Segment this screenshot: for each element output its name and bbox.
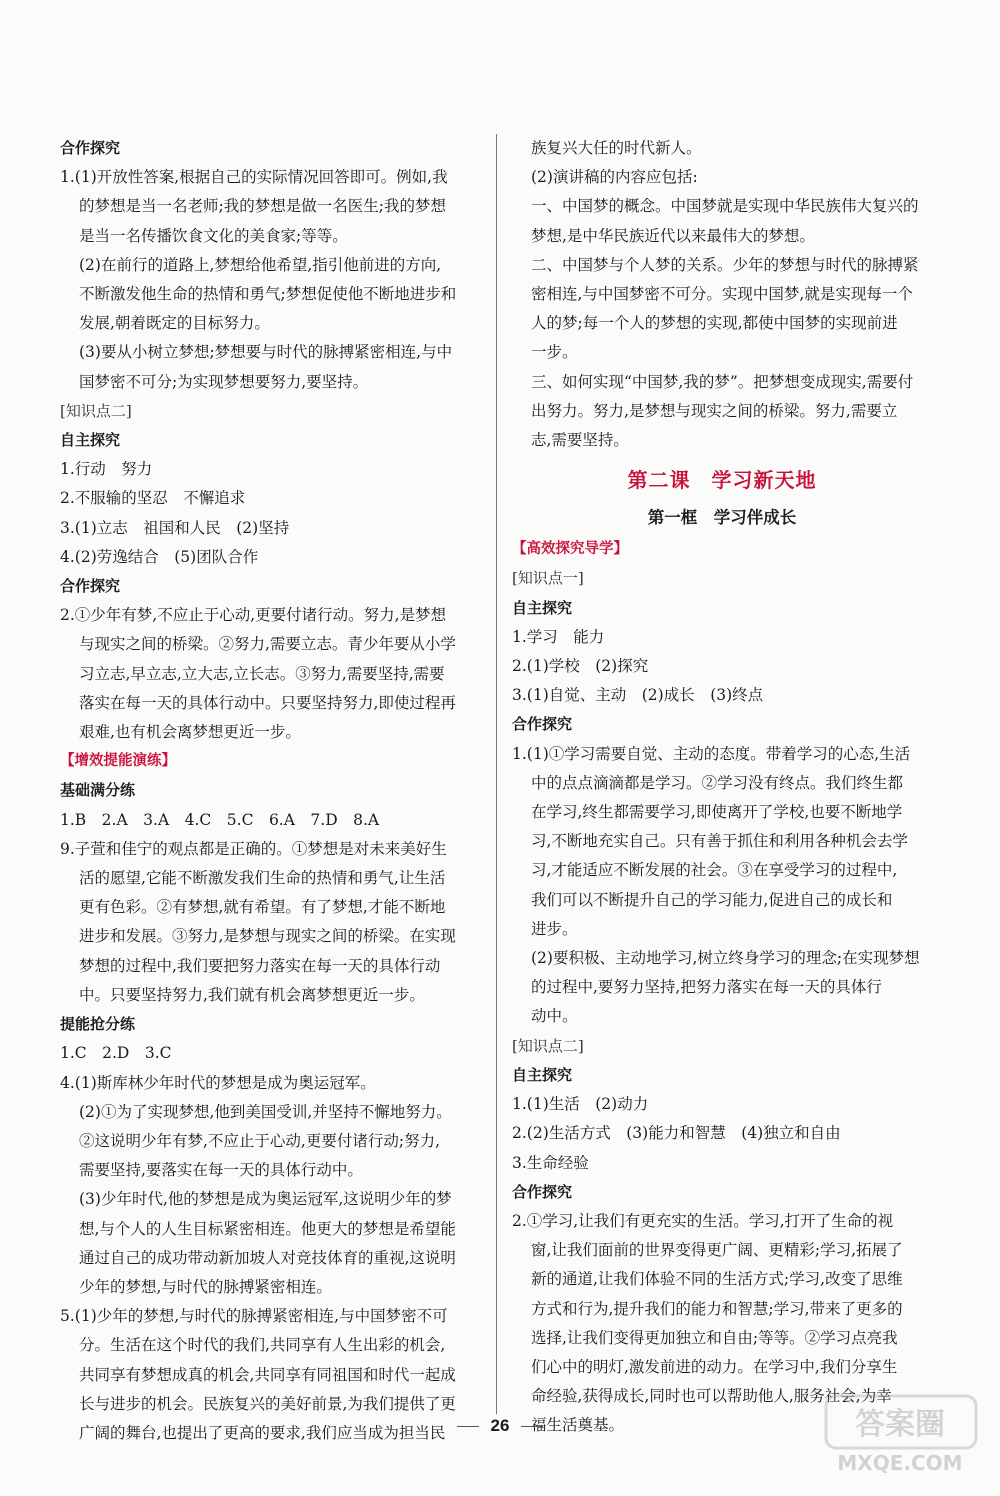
answer-line: 族复兴大任的时代新人。 — [531, 139, 702, 157]
answer-line: 密相连,与中国梦密不可分。实现中国梦,就是实现每一个 — [531, 285, 913, 304]
right-column — [512, 134, 932, 1441]
answer-line: 1.B 2.A 3.A 4.C 5.C 6.A 7.D 8.A — [60, 810, 380, 829]
answer-line: (2)演讲稿的内容应包括: — [531, 168, 698, 187]
answer-line: 三、如何实现“中国梦,我的梦”。把梦想变成现实,需要付 — [531, 372, 914, 391]
answer-line: 1.(1)生活 (2)动力 — [512, 1095, 649, 1114]
section-heading: 基础满分练 — [60, 781, 136, 800]
answer-line: 活的愿望,它能不断激发我们生命的热情和勇气,让生活 — [79, 869, 446, 888]
answer-line: 长与进步的机会。民族复兴的美好前景,为我们提供了更 — [79, 1394, 456, 1413]
section-heading: 合作探究 — [60, 577, 121, 596]
answer-line: 2.不服输的坚忍 不懈追求 — [60, 489, 246, 508]
answer-line: 1.学习 能力 — [512, 627, 605, 646]
page-number-text: 26 — [490, 1416, 510, 1435]
answer-line: 1.行动 努力 — [60, 460, 153, 479]
answer-line: 二、中国梦与个人梦的关系。少年的梦想与时代的脉搏紧 — [531, 255, 919, 274]
answer-line: 中。只要坚持努力,我们就有机会离梦想更近一步。 — [79, 985, 425, 1004]
watermark-logo — [820, 1390, 980, 1480]
answer-line: 4.(1)斯库林少年时代的梦想是成为奥运冠军。 — [60, 1073, 376, 1092]
answer-line: 在学习,终生都需要学习,即使离开了学校,也要不断地学 — [531, 803, 903, 822]
answer-line: (2)①为了实现梦想,他到美国受训,并坚持不懈地努力。 — [79, 1102, 452, 1121]
answer-line: 1.(1)开放性答案,根据自己的实际情况回答即可。例如,我 — [60, 168, 448, 187]
answer-line: 落实在每一天的具体行动中。只要坚持努力,即使过程再 — [79, 693, 456, 712]
answer-line: 4.(2)劳逸结合 (5)团队合作 — [60, 547, 259, 566]
watermark-url: MXQE.COM — [837, 1451, 963, 1475]
answer-line: 人的梦;每一个人的梦想的实现,都使中国梦的实现前进 — [531, 314, 898, 333]
answer-line: 5.(1)少年的梦想,与时代的脉搏紧密相连,与中国梦密不可 — [60, 1307, 448, 1326]
answer-line: 通过自己的成功带动新加坡人对竞技体育的重视,这说明 — [79, 1248, 456, 1267]
answer-line: 3.(1)立志 祖国和人民 (2)坚持 — [60, 518, 290, 537]
section-heading: 自主探究 — [60, 431, 121, 450]
answer-line: 一、中国梦的概念。中国梦就是实现中华民族伟大复兴的 — [531, 197, 919, 216]
lesson-title: 第二课 学习新天地 — [627, 468, 817, 493]
section-banner: 【增效提能演练】 — [60, 753, 176, 770]
answer-line: 福生活奠基。 — [531, 1416, 625, 1435]
section-heading: 自主探究 — [512, 598, 573, 617]
answer-line: 2.①少年有梦,不应止于心动,更要付诸行动。努力,是梦想 — [60, 606, 447, 625]
answer-line: 新的通道,让我们体验不同的生活方式;学习,改变了思维 — [531, 1270, 903, 1289]
left-column — [60, 134, 480, 1448]
answer-line: 2.①学习,让我们有更充实的生活。学习,打开了生命的视 — [512, 1211, 894, 1230]
answer-line: 需要坚持,要落实在每一天的具体行动中。 — [79, 1161, 363, 1180]
column-divider — [496, 134, 497, 1414]
answer-line: 进步。 — [531, 919, 578, 938]
watermark-text: 答案圈 — [855, 1407, 945, 1442]
knowledge-point-tag: [知识点二] — [512, 1036, 584, 1055]
section-heading: 自主探究 — [512, 1065, 573, 1084]
answer-line: 发展,朝着既定的目标努力。 — [79, 314, 270, 333]
answer-line: 2.(2)生活方式 (3)能力和智慧 (4)独立和自由 — [512, 1124, 841, 1143]
answer-line: 1.C 2.D 3.C — [60, 1044, 172, 1063]
answer-line: 命经验,获得成长,同时也可以帮助他人,服务社会,为幸 — [531, 1387, 892, 1406]
answer-line: 中的点点滴滴都是学习。②学习没有终点。我们终生都 — [531, 773, 904, 792]
answer-line: 3.(1)自觉、主动 (2)成长 (3)终点 — [512, 686, 764, 705]
answer-line: 3.生命经验 — [512, 1153, 589, 1172]
answer-line: 9.子萱和佳宁的观点都是正确的。①梦想是对未来美好生 — [60, 839, 447, 858]
answer-line: 习立志,早立志,立大志,立长志。③努力,需要坚持,需要 — [79, 664, 445, 683]
answer-line: 选择,让我们变得更加独立和自由;等等。②学习点亮我 — [531, 1328, 898, 1347]
section-heading: 合作探究 — [512, 715, 573, 734]
answer-line: 2.(1)学校 (2)探究 — [512, 657, 649, 676]
answer-line: 的过程中,要努力坚持,把努力落实在每一天的具体行 — [531, 978, 882, 997]
answer-line: 分。生活在这个时代的我们,共同享有人生出彩的机会, — [79, 1336, 446, 1355]
answer-line: 少年的梦想,与时代的脉搏紧密相连。 — [79, 1277, 332, 1296]
answer-line: 艰难,也有机会离梦想更近一步。 — [79, 723, 301, 742]
answer-line: 们心中的明灯,激发前进的动力。在学习中,我们分享生 — [531, 1357, 898, 1376]
answer-line: 动中。 — [531, 1007, 578, 1026]
answer-line: 广阔的舞台,也提出了更高的要求,我们应当成为担当民 — [79, 1423, 446, 1442]
knowledge-point-tag: [知识点一] — [512, 569, 584, 588]
answer-line: 窗,让我们面前的世界变得更广阔、更精彩;学习,拓展了 — [531, 1241, 903, 1260]
answer-line: 一步。 — [531, 343, 578, 362]
answer-line: (2)在前行的道路上,梦想给他希望,指引他前进的方向, — [79, 255, 442, 274]
answer-line: (3)要从小树立梦想;梦想要与时代的脉搏紧密相连,与中 — [79, 343, 453, 362]
answer-line: 进步和发展。③努力,是梦想与现实之间的桥梁。在实现 — [79, 927, 456, 946]
answer-line: 与现实之间的桥梁。②努力,需要立志。青少年要从小学 — [79, 635, 456, 654]
answer-line: (2)要积极、主动地学习,树立终身学习的理念;在实现梦想 — [531, 949, 920, 968]
answer-line: 梦想,是中华民族近代以来最伟大的梦想。 — [531, 226, 815, 245]
section-heading: 合作探究 — [512, 1182, 573, 1201]
lesson-subtitle: 第一框 学习伴成长 — [647, 508, 797, 528]
answer-line: 更有色彩。②有梦想,就有希望。有了梦想,才能不断地 — [79, 898, 446, 917]
answer-line: 我们可以不断提升自己的学习能力,促进自己的成长和 — [531, 890, 893, 909]
answer-line: 的梦想是当一名老师;我的梦想是做一名医生;我的梦想 — [79, 197, 446, 216]
answer-line: 梦想的过程中,我们要把努力落实在每一天的具体行动 — [79, 956, 441, 975]
answer-line: 习,才能适应不断发展的社会。③在享受学习的过程中, — [531, 861, 898, 880]
answer-line: (3)少年时代,他的梦想是成为奥运冠军,这说明少年的梦 — [79, 1190, 452, 1209]
answer-line: 是当一名传播饮食文化的美食家;等等。 — [79, 226, 348, 245]
answer-line: 志,需要坚持。 — [531, 431, 629, 450]
answer-line: 出努力。努力,是梦想与现实之间的桥梁。努力,需要立 — [531, 401, 898, 420]
answer-line: 共同享有梦想成真的机会,共同享有同祖国和时代一起成 — [79, 1365, 456, 1384]
answer-line: 1.(1)①学习需要自觉、主动的态度。带着学习的心态,生活 — [512, 744, 911, 763]
answer-line: 习,不断地充实自己。只有善于抓住和利用各种机会去学 — [531, 832, 908, 851]
answer-line: 方式和行为,提升我们的能力和智慧;学习,带来了更多的 — [531, 1299, 903, 1318]
answer-line: 国梦密不可分;为实现梦想要努力,要坚持。 — [79, 372, 369, 391]
knowledge-point-tag: [知识点二] — [60, 401, 132, 420]
section-heading: 提能抢分练 — [60, 1015, 136, 1034]
section-banner: 【高效探究导学】 — [512, 541, 628, 558]
answer-line: 想,与个人的人生目标紧密相连。他更大的梦想是希望能 — [79, 1219, 456, 1238]
answer-line: ②这说明少年有梦,不应止于心动,更要付诸行动;努力, — [79, 1131, 441, 1150]
answer-line: 不断激发他生命的热情和勇气;梦想促使他不断地进步和 — [79, 285, 457, 304]
section-heading: 合作探究 — [60, 139, 121, 157]
